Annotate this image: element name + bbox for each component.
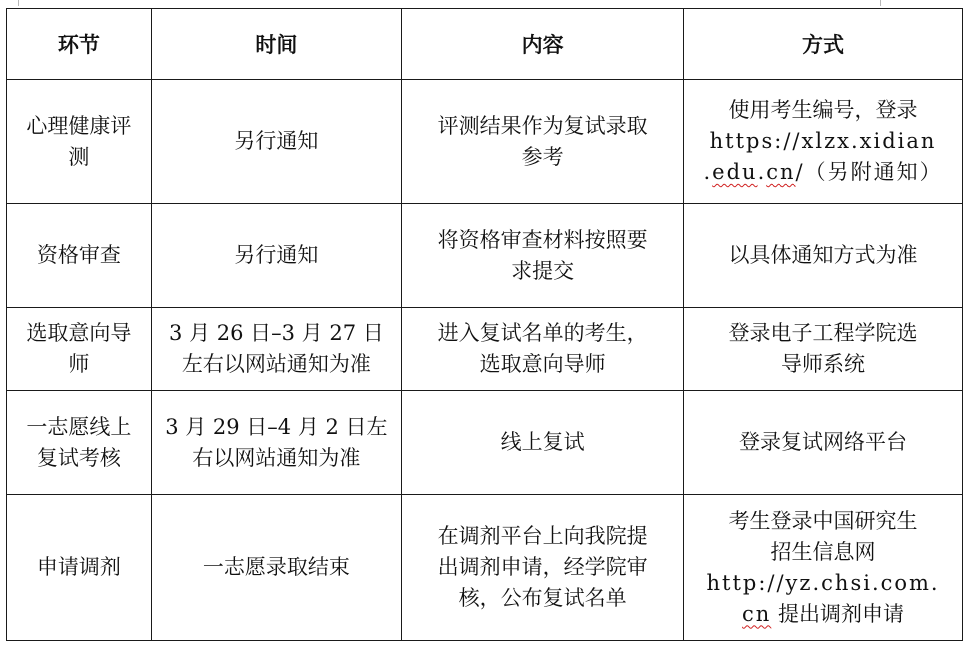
cell-line: 登录复试网络平台 <box>739 430 908 454</box>
schedule-table <box>6 8 963 641</box>
cell-content <box>402 495 684 641</box>
url-cn: cn <box>742 601 772 626</box>
cell-line: 3 月 29 日–4 月 2 日左 <box>165 414 388 439</box>
table-row <box>7 80 963 204</box>
cell-line: 登录电子工程学院选 <box>728 321 918 345</box>
cell-line: 核，公布复试名单 <box>458 586 627 610</box>
url-rest: /（另附通知） <box>795 160 943 184</box>
cell-line: 使用考生编号，登录 <box>728 98 918 122</box>
cell-method <box>684 80 963 204</box>
cell-line: 选取意向导 <box>26 321 132 345</box>
cell-line: 一志愿线上 <box>26 414 132 439</box>
cell-line: 招生信息网 <box>770 539 876 564</box>
cell-stage <box>7 80 152 204</box>
url-dot: . <box>703 160 713 184</box>
header-content: 内容 <box>402 9 684 80</box>
url-edu: edu <box>712 160 758 184</box>
header-time: 时间 <box>151 9 401 80</box>
cell-line: 线上复试 <box>500 430 585 454</box>
url-line <box>690 157 956 188</box>
cell-line: 在调剂平台上向我院提 <box>437 524 648 548</box>
cell-content <box>402 80 684 204</box>
cell-time <box>151 80 401 204</box>
cell-line: 右以网站通知为准 <box>192 445 361 470</box>
cell-line: 资格审查 <box>36 243 121 267</box>
cell-time <box>151 391 401 495</box>
header-method: 方式 <box>684 9 963 80</box>
url-cn: cn <box>766 160 796 184</box>
cell-line: 参考 <box>521 144 564 169</box>
cell-line: 复试考核 <box>36 445 121 470</box>
cell-line: 求提交 <box>511 258 575 283</box>
cell-content <box>402 308 684 391</box>
cell-line: 另行通知 <box>234 243 319 267</box>
cell-method <box>684 204 963 308</box>
cell-time <box>151 308 401 391</box>
url-line <box>690 568 956 599</box>
cell-stage <box>7 495 152 641</box>
cell-line: 进入复试名单的考生， <box>437 321 648 345</box>
cell-method <box>684 308 963 391</box>
url-text: http://yz.chsi.com. <box>706 570 940 595</box>
url-line <box>690 599 956 630</box>
cell-line: 将资格审查材料按照要 <box>437 227 648 252</box>
cell-line: 左右以网站通知为准 <box>181 352 371 376</box>
cell-method <box>684 495 963 641</box>
url-dot: . <box>757 160 767 184</box>
cell-content <box>402 204 684 308</box>
cell-content <box>402 391 684 495</box>
url-text: https://xlzx.xidian <box>709 129 937 153</box>
corner-mark-right <box>880 0 881 6</box>
cell-line: 另行通知 <box>234 129 319 153</box>
cell-line: 3 月 26 日–3 月 27 日 <box>169 321 384 345</box>
table-header-row <box>7 9 963 80</box>
cell-time <box>151 204 401 308</box>
header-stage: 环节 <box>7 9 152 80</box>
cell-line: 测 <box>68 144 90 169</box>
table-row <box>7 308 963 391</box>
cell-stage <box>7 204 152 308</box>
cell-line: 出调剂申请，经学院审 <box>437 555 648 579</box>
cell-line: 师 <box>68 352 90 376</box>
table-row <box>7 204 963 308</box>
corner-mark-left <box>18 0 19 6</box>
cell-time <box>151 495 401 641</box>
table-row <box>7 495 963 641</box>
cell-stage <box>7 308 152 391</box>
cell-line: 以具体通知方式为准 <box>728 243 918 267</box>
table-row <box>7 391 963 495</box>
cell-method <box>684 391 963 495</box>
cell-line: 考生登录中国研究生 <box>728 508 918 533</box>
cell-line: 选取意向导师 <box>479 352 606 376</box>
url-line <box>690 126 956 157</box>
cell-line: 申请调剂 <box>36 555 121 579</box>
cell-line: 一志愿录取结束 <box>202 555 350 579</box>
cell-line: 导师系统 <box>781 352 866 376</box>
cell-line: 心理健康评 <box>26 113 132 138</box>
url-rest: 提出调剂申请 <box>771 601 905 626</box>
cell-stage <box>7 391 152 495</box>
cell-line: 评测结果作为复试录取 <box>437 113 648 138</box>
